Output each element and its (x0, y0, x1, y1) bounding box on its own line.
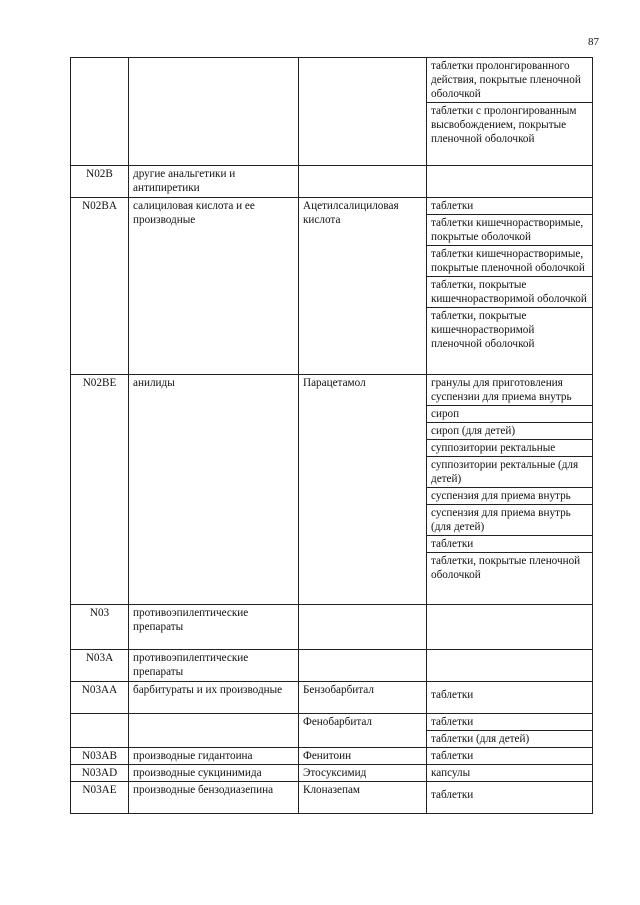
table-row (71, 605, 593, 650)
atc-code-cell (71, 714, 129, 748)
page-number: 87 (588, 36, 599, 48)
atc-code-cell: N03AE (71, 782, 129, 814)
table-row (71, 58, 593, 166)
dosage-form: таблетки кишечнорастворимые, покрытые пленочной оболочкой (427, 246, 592, 277)
dosage-form-cell (427, 650, 593, 682)
dosage-form: гранулы для приготовления суспензии для приема внутрь (427, 375, 592, 406)
group-cell: противоэпилептические препараты (129, 650, 299, 682)
dosage-form-list (427, 198, 592, 352)
table-row (71, 650, 593, 682)
group-cell: другие анальгетики и антипиретики (129, 166, 299, 198)
dosage-form-cell (427, 765, 593, 782)
dosage-form: таблетки, покрытые кишечнорастворимой оболочкой (427, 277, 592, 308)
dosage-form-cell (427, 605, 593, 650)
group-cell (129, 714, 299, 748)
dosage-form: таблетки (427, 714, 592, 731)
drug-cell: Фенитоин (299, 748, 427, 765)
dosage-form-list (427, 714, 592, 747)
dosage-form: сироп (427, 406, 592, 423)
dosage-form: таблетки (431, 789, 474, 801)
atc-code-cell: N03A (71, 650, 129, 682)
dosage-form-cell (427, 375, 593, 605)
drug-cell: Бензобарбитал (299, 682, 427, 714)
drug-table (70, 57, 593, 814)
dosage-form: таблетки с пролонгированным высвобождением, покрытые пленочной оболочкой (431, 105, 577, 145)
drug-cell: Парацетамол (299, 375, 427, 605)
dosage-form: суспензия для приема внутрь (для детей) (427, 505, 592, 536)
drug-cell: Ацетилсалициловая кислота (299, 198, 427, 375)
dosage-form-list (427, 682, 592, 707)
atc-code-cell: N03AB (71, 748, 129, 765)
dosage-form: таблетки пролонгированного действия, покрытые пленочной оболочкой (427, 58, 592, 103)
dosage-form: суспензия для приема внутрь (427, 488, 592, 505)
dosage-form-cell (427, 782, 593, 814)
dosage-form: таблетки, покрытые пленочной оболочкой (431, 555, 581, 581)
atc-code-cell: N02BA (71, 198, 129, 375)
dosage-form-cell (427, 58, 593, 166)
atc-code-cell: N03 (71, 605, 129, 650)
dosage-form: таблетки (для детей) (431, 733, 530, 745)
group-cell: противоэпилептические препараты (129, 605, 299, 650)
group-cell: производные сукцинимида (129, 765, 299, 782)
table-row (71, 714, 593, 748)
dosage-form: таблетки (427, 198, 592, 215)
dosage-form: суппозитории ректальные (для детей) (427, 457, 592, 488)
group-cell: барбитураты и их производные (129, 682, 299, 714)
dosage-form-list (427, 375, 592, 583)
group-cell: производные гидантоина (129, 748, 299, 765)
table-row (71, 765, 593, 782)
dosage-form: суппозитории ректальные (427, 440, 592, 457)
table-row (71, 748, 593, 765)
table-row (71, 682, 593, 714)
dosage-form: таблетки (431, 689, 474, 701)
drug-cell (299, 166, 427, 198)
atc-code-cell (71, 58, 129, 166)
drug-cell: Клоназепам (299, 782, 427, 814)
table-row (71, 782, 593, 814)
drug-cell: Этосуксимид (299, 765, 427, 782)
group-cell: анилиды (129, 375, 299, 605)
drug-cell (299, 58, 427, 166)
table-row (71, 375, 593, 605)
dosage-form: таблетки (427, 536, 592, 553)
dosage-form: таблетки (431, 750, 474, 762)
dosage-form-list (427, 748, 592, 764)
dosage-form-list (427, 782, 592, 807)
dosage-form-cell (427, 682, 593, 714)
dosage-form-cell (427, 714, 593, 748)
dosage-form-cell (427, 748, 593, 765)
drug-cell: Фенобарбитал (299, 714, 427, 748)
dosage-form: таблетки кишечнорастворимые, покрытые оболочкой (427, 215, 592, 246)
dosage-form: капсулы (431, 767, 471, 779)
dosage-form-cell (427, 166, 593, 198)
dosage-form-list (427, 58, 592, 147)
drug-cell (299, 650, 427, 682)
group-cell (129, 58, 299, 166)
group-cell: салициловая кислота и ее производные (129, 198, 299, 375)
dosage-form-list (427, 765, 592, 781)
atc-code-cell: N03AA (71, 682, 129, 714)
atc-code-cell: N03AD (71, 765, 129, 782)
table-row (71, 198, 593, 375)
group-cell: производные бензодиазепина (129, 782, 299, 814)
atc-code-cell: N02BE (71, 375, 129, 605)
dosage-form-cell (427, 198, 593, 375)
table-row (71, 166, 593, 198)
drug-cell (299, 605, 427, 650)
dosage-form: таблетки, покрытые кишечнорастворимой пленочной оболочкой (431, 310, 535, 350)
atc-code-cell: N02B (71, 166, 129, 198)
dosage-form: сироп (для детей) (427, 423, 592, 440)
